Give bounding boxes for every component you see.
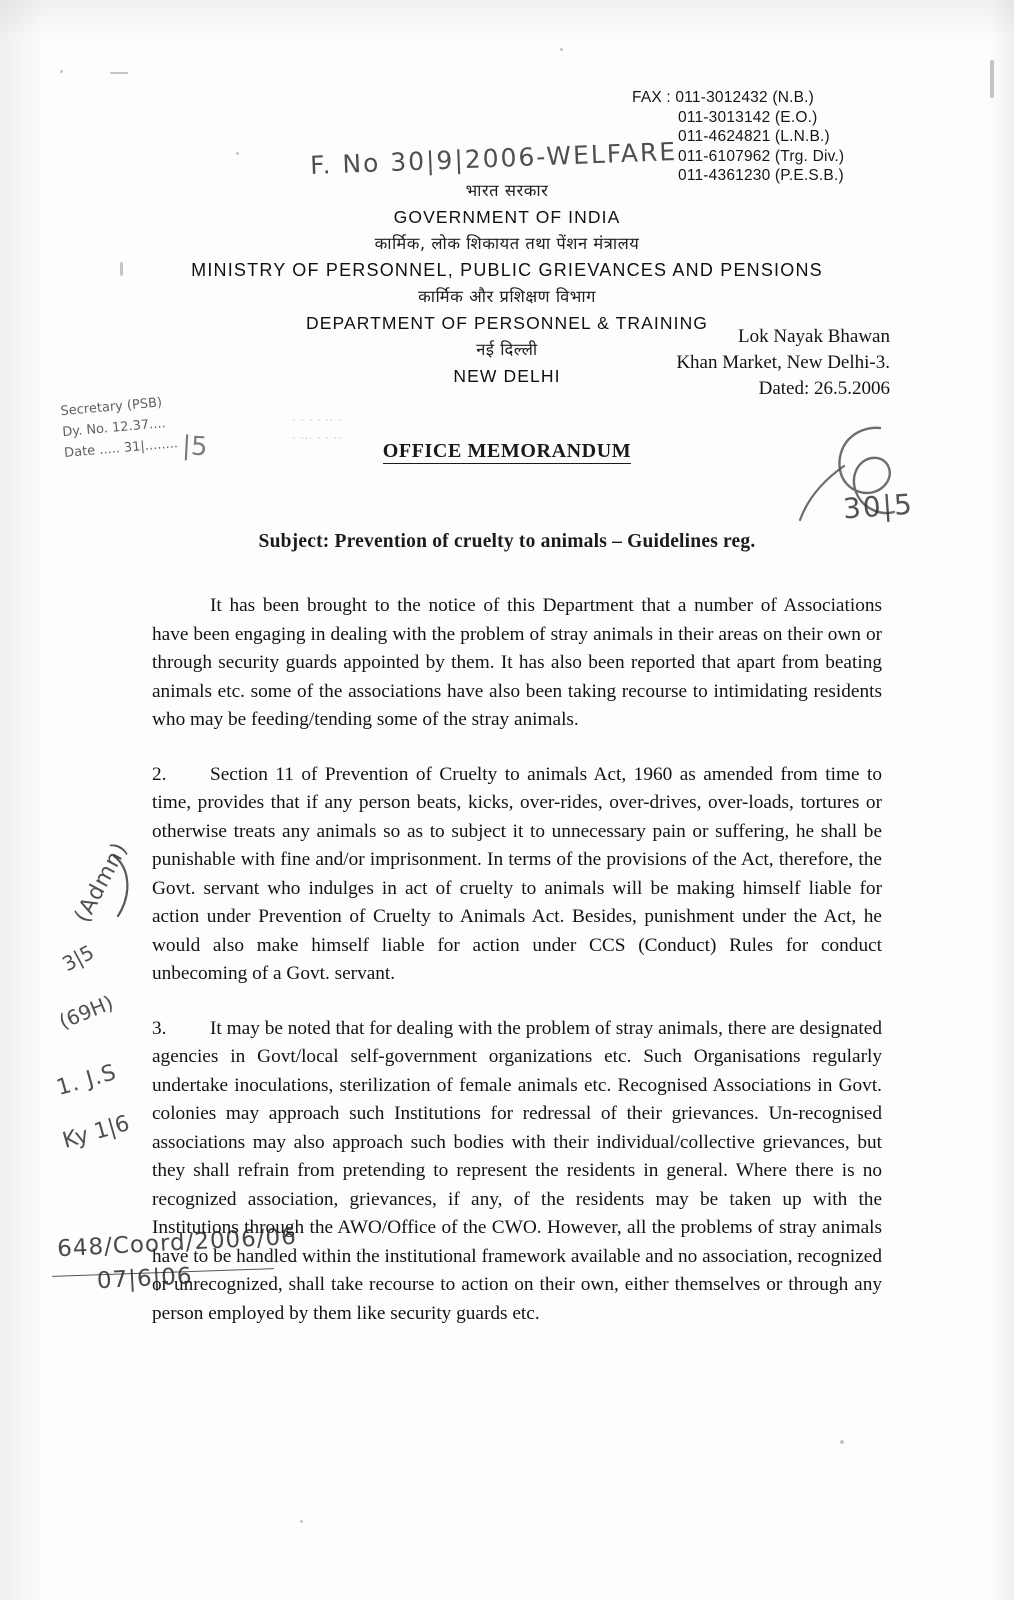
address-block	[676, 324, 890, 402]
letterhead-hindi-department: कार्मिक और प्रशिक्षण विभाग	[418, 287, 596, 306]
diary-stamp-slash: |5	[181, 431, 209, 463]
paragraph-3: It may be noted that for dealing with the problem of stray animals, there are designated agencies in Govt/local self-government organizations etc. Such Organisations regularly undertake inoculations, sterilization of female animals etc. Recognised Associations in Govt. colonies may approach such Institutions for redressal of their grievances. Un-recognised associations may also approach such bodies with their individual/collective grievances, but they shall refrain from pretending to represent the residents in general. Where there is no recognized association, grievances, if any, of the residents may be taken up with the Institutions through the AWO/Office of the CWO. However, all the problems of stray animals have to be handled within the institutional framework available and no association, recognized or unrecognized, shall take recourse to action on their own, either themselves or through any person employed by them like security guards etc.	[152, 1017, 882, 1324]
scan-speck	[110, 72, 128, 74]
paragraph-1: It has been brought to the notice of this Department that a number of Associations have been engaging in dealing with the problem of stray animals in their areas on their own or through security guards appointed by them. It has also been reported that apart from beating animals etc. some of the associations have also been taking recourse to intimidating residents who may be feeding/tending some of the stray animals.	[152, 595, 882, 730]
margin-bracket-icon	[104, 852, 144, 922]
paragraph-2-number: 2.	[152, 763, 167, 785]
margin-annotation-ky: Ky 1|6	[59, 1111, 133, 1154]
letterhead-hindi-ministry: कार्मिक, लोक शिकायत तथा पेंशन मंत्रालय	[374, 234, 640, 253]
address-line-date: Dated: 26.5.2006	[758, 378, 890, 399]
address-line-building: Lok Nayak Bhawan	[738, 326, 890, 347]
scan-speck	[236, 152, 239, 155]
margin-annotation-date-2: (69H)	[55, 990, 117, 1034]
scan-speck	[60, 70, 63, 73]
scan-smudge: · · · · ·· ·	[292, 414, 342, 429]
document-body	[152, 592, 882, 1354]
bottom-reference-number: 648/Coord/2006/06	[56, 1223, 298, 1263]
document-title-text: OFFICE MEMORANDUM	[382, 440, 632, 462]
address-line-locality: Khan Market, New Delhi-3.	[676, 352, 890, 373]
fax-line: 011-3013142 (E.O.)	[678, 108, 818, 126]
diary-stamp-dy-no: Dy. No. 12.37....	[61, 416, 167, 441]
margin-annotation-js: 1. J.S	[53, 1060, 120, 1101]
bottom-reference-date: 07|6|06	[96, 1263, 194, 1295]
margin-annotation-date-1: 3|5	[58, 939, 98, 977]
scan-speck	[840, 1440, 844, 1444]
subject-line: Subject: Prevention of cruelty to animals – Guidelines reg.	[258, 531, 756, 552]
letterhead-hindi-city: नई दिल्ली	[476, 340, 538, 359]
letterhead-department: DEPARTMENT OF PERSONNEL & TRAINING	[305, 313, 709, 333]
fax-line: 011-4361230 (P.E.S.B.)	[678, 167, 844, 184]
fax-line: FAX : 011-3012432 (N.B.)	[632, 89, 814, 106]
paragraph-3-number: 3.	[152, 1017, 167, 1039]
document-title	[0, 440, 1014, 463]
paragraph-2: Section 11 of Prevention of Cruelty to animals Act, 1960 as amended from time to time, provides that if any person beats, kicks, over-rides, over-drives, over-loads, tortures or otherwise treats any animals so as to subject it to unnecessary pain or suffering, he shall be punishable with fine and/or imprisonment. In terms of the provisions of the Act, therefore, the Govt. servant who indulges in act of cruelty to animals will be making himself liable for action under Prevention of Cruelty to Animals Act. Besides, punishment under the Act, he would also make himself liable for action under CCS (Conduct) Rules for conduct unbecoming of a Govt. servant.	[152, 763, 882, 984]
letterhead-hindi-govt-of-india: भारत सरकार	[465, 181, 549, 200]
signature-scribble-icon	[784, 420, 904, 530]
diary-stamp-date: Date ..... 31|........	[63, 436, 179, 462]
scan-shadow-top	[0, 0, 1014, 40]
fax-line: 011-6107962 (Trg. Div.)	[678, 147, 845, 165]
diary-stamp-secretary: Secretary (PSB)	[59, 395, 163, 420]
letterhead-ministry: MINISTRY OF PERSONNEL, PUBLIC GRIEVANCES AND PENSIONS	[191, 260, 823, 280]
handwritten-file-number: F. No 30|9|2006-WELFARE	[309, 136, 678, 181]
margin-annotation-admn: (Admn)	[70, 838, 134, 927]
scan-speck	[300, 1520, 303, 1523]
scan-speck	[990, 60, 994, 98]
letterhead-govt-of-india: GOVERNMENT OF INDIA	[393, 207, 621, 227]
fax-number-block	[632, 88, 844, 186]
handwritten-signature-number: 30|5	[842, 487, 916, 526]
scan-speck	[560, 48, 563, 51]
letterhead-city: NEW DELHI	[453, 366, 561, 386]
paragraph-2-wrapper	[152, 761, 882, 989]
paragraph-3-wrapper	[152, 1015, 882, 1329]
scan-smudge: · ··· · · ··	[292, 432, 342, 447]
fax-line: 011-4624821 (L.N.B.)	[678, 128, 830, 145]
